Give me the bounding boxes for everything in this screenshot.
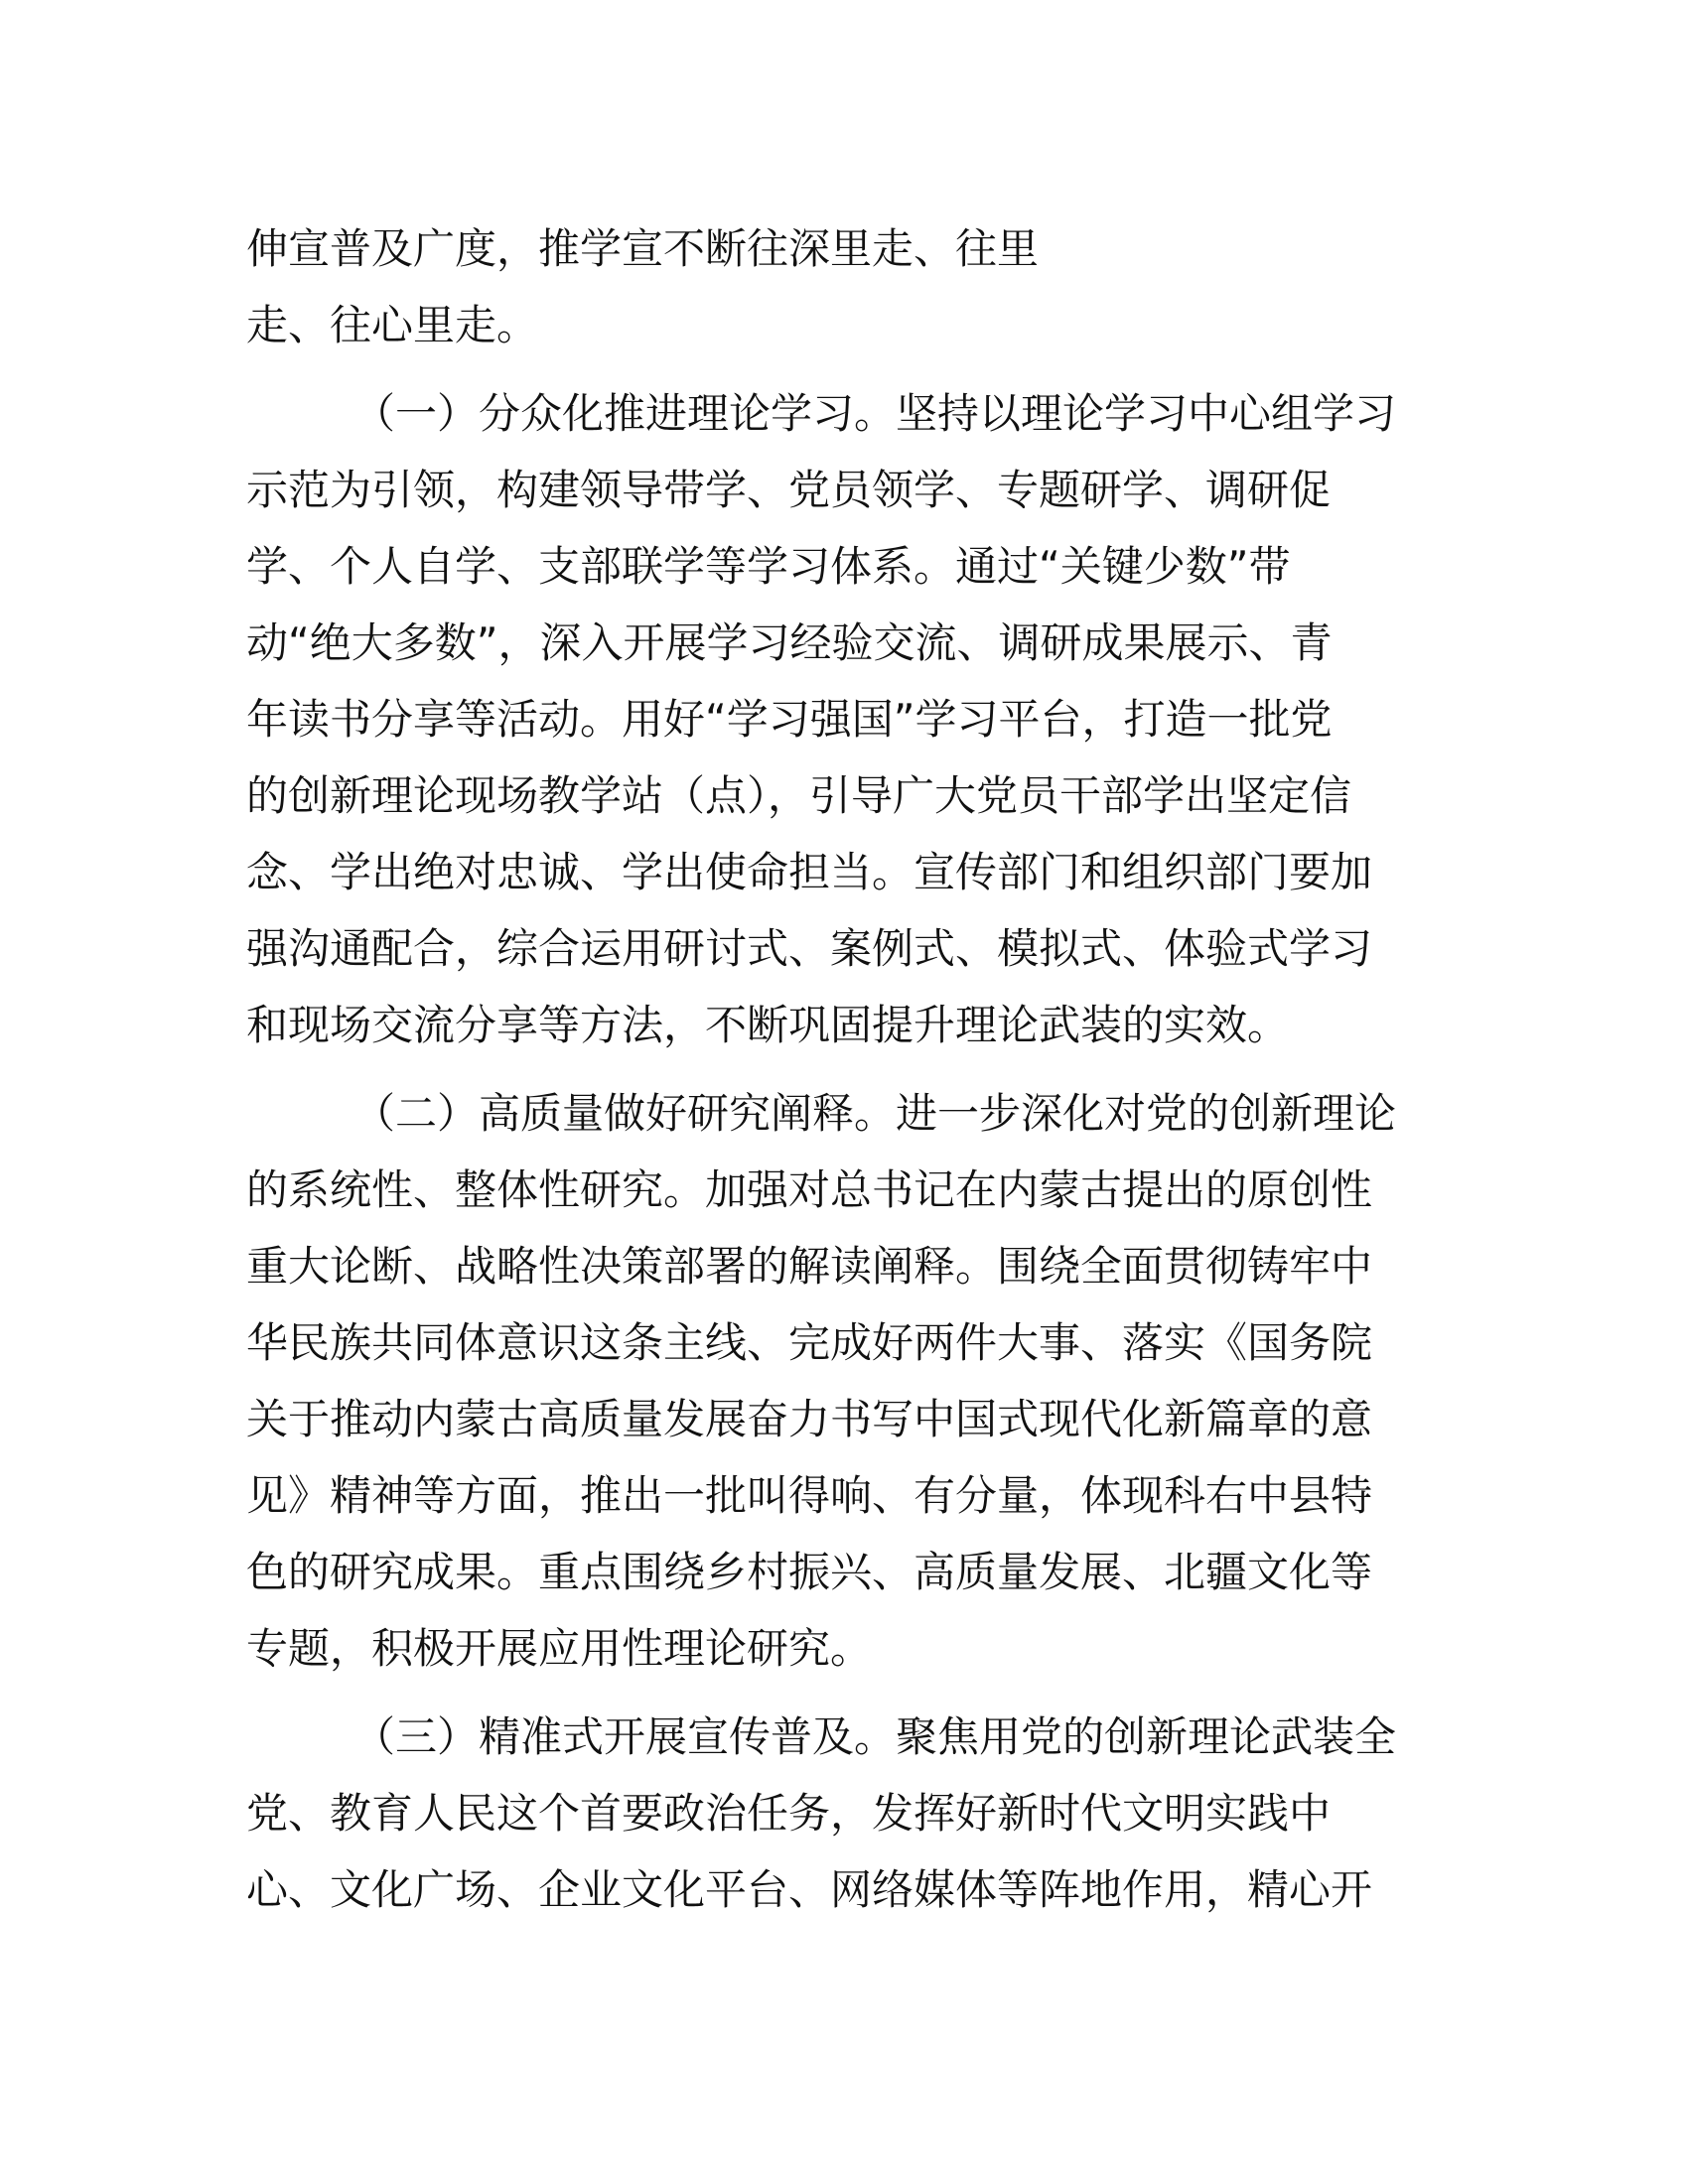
text-line: 强沟通配合，综合运用研讨式、案例式、模拟式、体验式学习 xyxy=(246,924,1373,973)
text-line: 重大论断、战略性决策部署的解读阐释。围绕全面贯彻铸牢中 xyxy=(246,1242,1373,1291)
text-line: 专题，积极开展应用性理论研究。 xyxy=(246,1624,873,1673)
text-line: 念、学出绝对忠诚、学出使命担当。宣传部门和组织部门要加 xyxy=(246,848,1373,896)
text-line: 学、个人自学、支部联学等学习体系。通过“关键少数”带 xyxy=(246,542,1291,591)
document-body xyxy=(246,210,1438,1928)
text-line: 见》精神等方面，推出一批叫得响、有分量，体现科右中县特 xyxy=(246,1471,1373,1520)
text-line: 动“绝大多数”，深入开展学习经验交流、调研成果展示、青 xyxy=(246,618,1333,667)
text-line: 年读书分享等活动。用好“学习强国”学习平台，打造一批党 xyxy=(246,695,1333,744)
text-line: 示范为引领，构建领导带学、党员领学、专题研学、调研促 xyxy=(246,466,1332,514)
text-line: 心、文化广场、企业文化平台、网络媒体等阵地作用，精心开 xyxy=(246,1865,1373,1914)
text-line: 的系统性、整体性研究。加强对总书记在内蒙古提出的原创性 xyxy=(246,1165,1373,1214)
section-heading-line: （三）精准式开展宣传普及。聚焦用党的创新理论武装全 xyxy=(353,1712,1397,1761)
text-line: 伸宣普及广度，推学宣不断往深里走、往里 xyxy=(246,224,1040,273)
text-line: 和现场交流分享等方法，不断巩固提升理论武装的实效。 xyxy=(246,1001,1290,1049)
section-heading-line: （二）高质量做好研究阐释。进一步深化对党的创新理论 xyxy=(353,1089,1397,1138)
text-line: 色的研究成果。重点围绕乡村振兴、高质量发展、北疆文化等 xyxy=(246,1548,1373,1596)
text-line: 华民族共同体意识这条主线、完成好两件大事、落实《国务院 xyxy=(246,1318,1373,1367)
text-line: 走、往心里走。 xyxy=(246,301,539,349)
text-line: 关于推动内蒙古高质量发展奋力书写中国式现代化新篇章的意 xyxy=(246,1395,1373,1443)
section-heading-line: （一）分众化推进理论学习。坚持以理论学习中心组学习 xyxy=(353,389,1397,438)
text-line: 党、教育人民这个首要政治任务，发挥好新时代文明实践中 xyxy=(246,1789,1332,1838)
text-line: 的创新理论现场教学站（点），引导广大党员干部学出坚定信 xyxy=(246,771,1352,820)
